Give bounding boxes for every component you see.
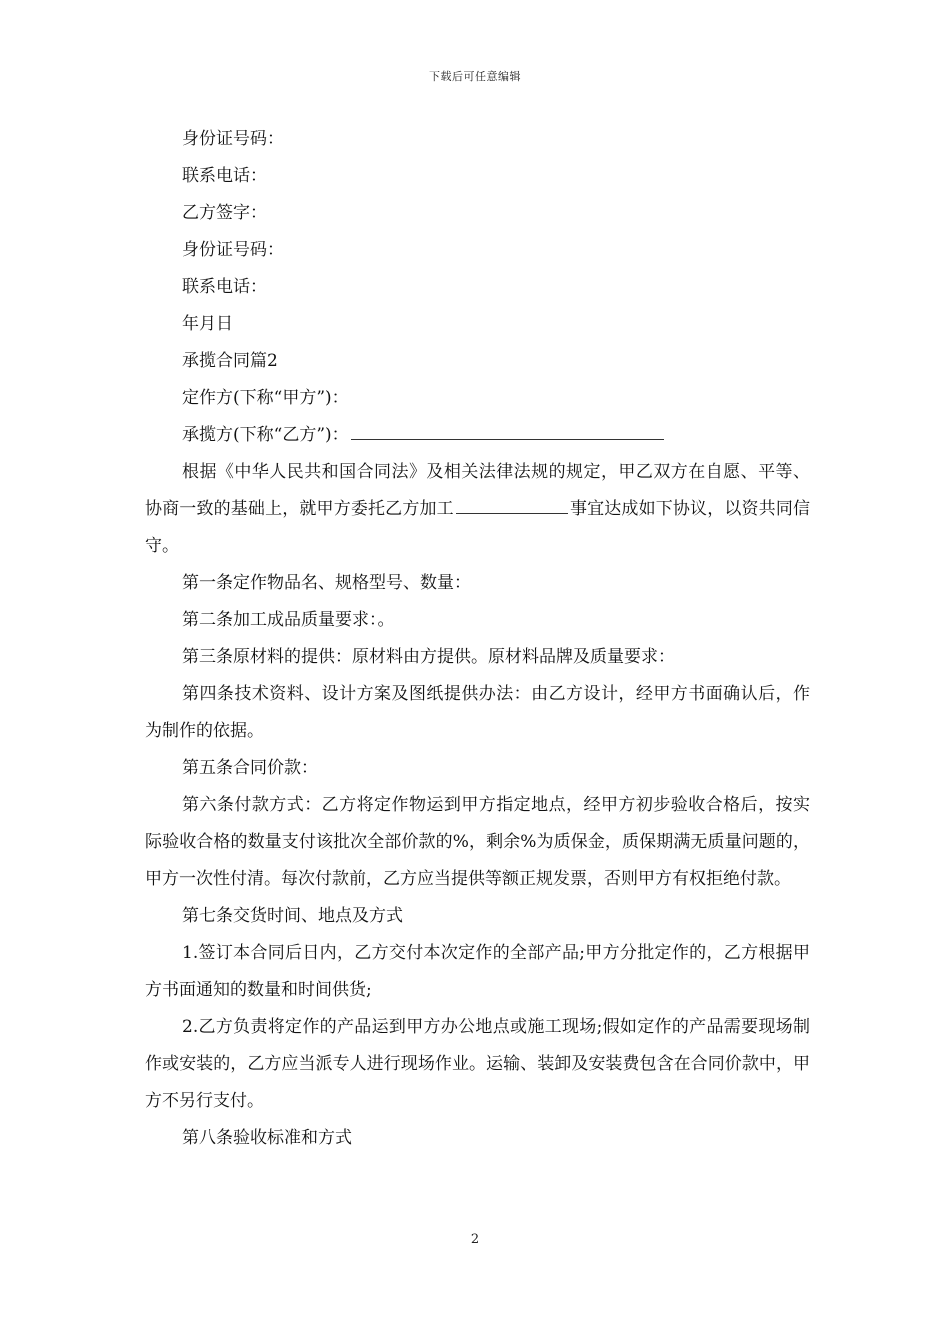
article-7-item-2: 2.乙方负责将定作的产品运到甲方办公地点或施工现场;假如定作的产品需要现场制作或安装的，乙方应当派专人进行现场作业。运输、装卸及安装费包含在合同价款中，甲方不另行支付。 [145, 1017, 810, 1111]
section-title: 承揽合同篇2 [182, 351, 278, 371]
article-4: 第四条技术资料、设计方案及图纸提供办法：由乙方设计，经甲方书面确认后，作为制作的依据。 [145, 684, 810, 741]
article-6: 第六条付款方式：乙方将定作物运到甲方指定地点，经甲方初步验收合格后，按实际验收合格的数量支付该批次全部价款的%，剩余%为质保金，质保期满无质量问题的，甲方一次性付清。每次付款前，乙方应当提供等额正规发票，否则甲方有权拒绝付款。 [145, 795, 810, 889]
page-header: 下载后可任意编辑 [429, 70, 521, 83]
paragraph-preamble [145, 454, 810, 565]
article-5: 第五条合同价款： [182, 758, 318, 778]
party-b-label: 承揽方(下称“乙方”)： [182, 425, 349, 445]
paragraph-phone-2: 联系电话： [182, 277, 267, 297]
paragraph-date: 年月日 [182, 314, 233, 334]
paragraph-party-a: 定作方(下称“甲方”)： [182, 388, 349, 408]
paragraph-id-number-1: 身份证号码： [182, 129, 284, 149]
preamble-text-end: 事宜达成如下协议，以资共同信守。 [145, 499, 810, 556]
paragraph-phone-1: 联系电话： [182, 166, 267, 186]
article-7-item-1: 1.签订本合同后日内，乙方交付本次定作的全部产品;甲方分批定作的，乙方根据甲方书面通知的数量和时间供货; [145, 943, 810, 1000]
article-1: 第一条定作物品名、规格型号、数量： [182, 573, 471, 593]
article-2: 第二条加工成品质量要求：。 [182, 610, 395, 630]
document-body [145, 121, 810, 1157]
party-b-blank-line [351, 423, 664, 440]
article-3: 第三条原材料的提供：原材料由方提供。原材料品牌及质量要求： [182, 647, 675, 667]
paragraph-party-b-signature: 乙方签字： [182, 203, 267, 223]
article-7: 第七条交货时间、地点及方式 [182, 906, 403, 926]
paragraph-party-b [145, 417, 810, 454]
preamble-text-start: 根据《中华人民共和国合同法》及相关法律法规的规定，甲乙双方在自愿、平等、协商一致的基础上，就甲方委托乙方加工 [145, 462, 810, 519]
article-8: 第八条验收标准和方式 [182, 1128, 352, 1148]
page-number: 2 [470, 1232, 480, 1247]
paragraph-id-number-2: 身份证号码： [182, 240, 284, 260]
processing-item-blank-line [456, 497, 568, 514]
